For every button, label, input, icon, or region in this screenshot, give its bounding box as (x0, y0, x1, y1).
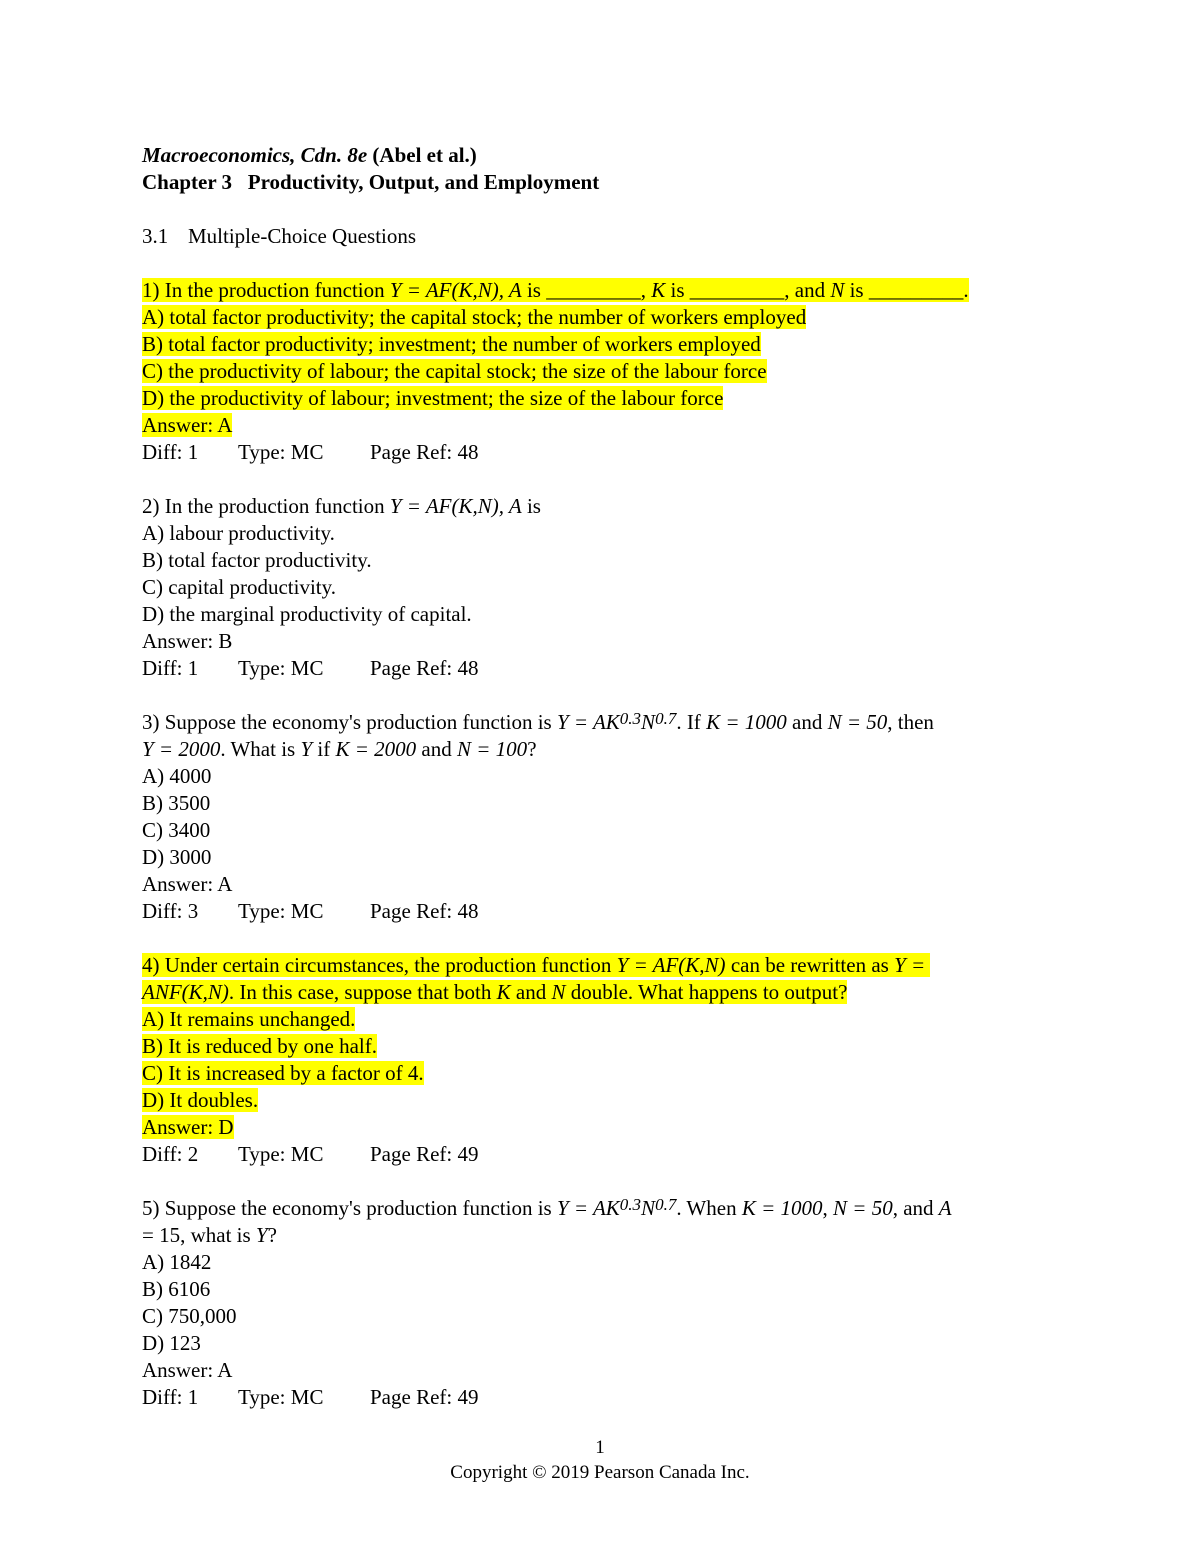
section-title: Multiple-Choice Questions (188, 224, 417, 248)
option: C) capital productivity. (142, 575, 337, 599)
book-title-line (142, 142, 1062, 169)
option: B) total factor productivity; investment; the number of workers employed (142, 332, 761, 356)
question-stem-cont: = 15, what is Y? (142, 1223, 277, 1247)
option: A) It remains unchanged. (142, 1007, 356, 1031)
page-ref: Page Ref: 48 (370, 899, 479, 923)
option: A) 1842 (142, 1250, 212, 1274)
answer: Answer: B (142, 629, 233, 653)
formula: $Y = AK^{0.3}N^{0.7}$ (556, 709, 677, 734)
option: D) 3000 (142, 845, 212, 869)
option: A) labour productivity. (142, 521, 335, 545)
question-type: Type: MC (238, 1385, 324, 1409)
section-number: 3.1 (142, 224, 169, 248)
question-stem-cont: ANF(K,N). In this case, suppose that both K and N double. What happens to output? (142, 980, 848, 1004)
question-stem: 3) Suppose the economy's production function is $Y = AK^{0.3}N^{0.7}$. If K = 1000 and N = 50, then (142, 709, 934, 734)
question-type: Type: MC (238, 656, 324, 680)
question-stem-cont: Y = 2000. What is Y if K = 2000 and N = 100? (142, 737, 537, 761)
option: D) 123 (142, 1331, 201, 1355)
question-meta (142, 655, 1062, 682)
formula: Y = AF(K,N) (616, 953, 726, 977)
option: B) It is reduced by one half. (142, 1034, 378, 1058)
question-4 (142, 952, 1062, 1168)
book-authors: (Abel et al.) (367, 143, 477, 167)
page-ref: Page Ref: 49 (370, 1385, 479, 1409)
option: D) the productivity of labour; investment; the size of the labour force (142, 386, 724, 410)
option: A) 4000 (142, 764, 212, 788)
difficulty: Diff: 3 (142, 899, 199, 923)
option: B) 6106 (142, 1277, 211, 1301)
question-2 (142, 493, 1062, 682)
question-meta (142, 898, 1062, 925)
answer: Answer: A (142, 1358, 233, 1382)
answer: Answer: D (142, 1115, 234, 1139)
book-title: Macroeconomics, Cdn. 8e (142, 143, 368, 167)
question-stem: 1) In the production function Y = AF(K,N), A is _________, K is _________, and N is _________. (142, 278, 969, 302)
chapter-heading (142, 169, 1062, 196)
question-5 (142, 1195, 1062, 1411)
question-3 (142, 709, 1062, 925)
question-meta (142, 439, 1062, 466)
document-page (142, 142, 1062, 1411)
option: B) 3500 (142, 791, 211, 815)
formula: $Y = AK^{0.3}N^{0.7}$ (556, 1195, 677, 1220)
difficulty: Diff: 1 (142, 1385, 199, 1409)
page-ref: Page Ref: 48 (370, 656, 479, 680)
page-number: 1 (595, 1437, 605, 1458)
difficulty: Diff: 2 (142, 1142, 199, 1166)
question-meta (142, 1384, 1062, 1411)
formula: Y = AF(K,N) (389, 494, 499, 518)
chapter-number: Chapter 3 (142, 170, 233, 194)
answer: Answer: A (142, 413, 233, 437)
option: D) the marginal productivity of capital. (142, 602, 472, 626)
chapter-title: Productivity, Output, and Employment (247, 170, 600, 194)
copyright-notice: Copyright © 2019 Pearson Canada Inc. (450, 1462, 750, 1483)
difficulty: Diff: 1 (142, 440, 199, 464)
question-type: Type: MC (238, 1142, 324, 1166)
section-heading (142, 223, 1062, 250)
answer: Answer: A (142, 872, 233, 896)
question-type: Type: MC (238, 440, 324, 464)
page-ref: Page Ref: 49 (370, 1142, 479, 1166)
formula: Y = AF(K,N) (389, 278, 499, 302)
option: C) It is increased by a factor of 4. (142, 1061, 424, 1085)
option: C) the productivity of labour; the capital stock; the size of the labour force (142, 359, 767, 383)
question-stem: 2) In the production function Y = AF(K,N), A is (142, 494, 541, 518)
question-stem: 5) Suppose the economy's production function is $Y = AK^{0.3}N^{0.7}$. When K = 1000, N = 50, and A (142, 1195, 952, 1220)
formula: ANF(K,N) (142, 980, 229, 1004)
difficulty: Diff: 1 (142, 656, 199, 680)
question-stem: 4) Under certain circumstances, the production function Y = AF(K,N) can be rewritten as Y = (142, 953, 930, 977)
question-type: Type: MC (238, 899, 324, 923)
option: A) total factor productivity; the capital stock; the number of workers employed (142, 305, 807, 329)
page-ref: Page Ref: 48 (370, 440, 479, 464)
question-meta (142, 1141, 1062, 1168)
option: C) 3400 (142, 818, 211, 842)
question-1 (142, 277, 1062, 466)
option: C) 750,000 (142, 1304, 237, 1328)
option: B) total factor productivity. (142, 548, 372, 572)
option: D) It doubles. (142, 1088, 259, 1112)
